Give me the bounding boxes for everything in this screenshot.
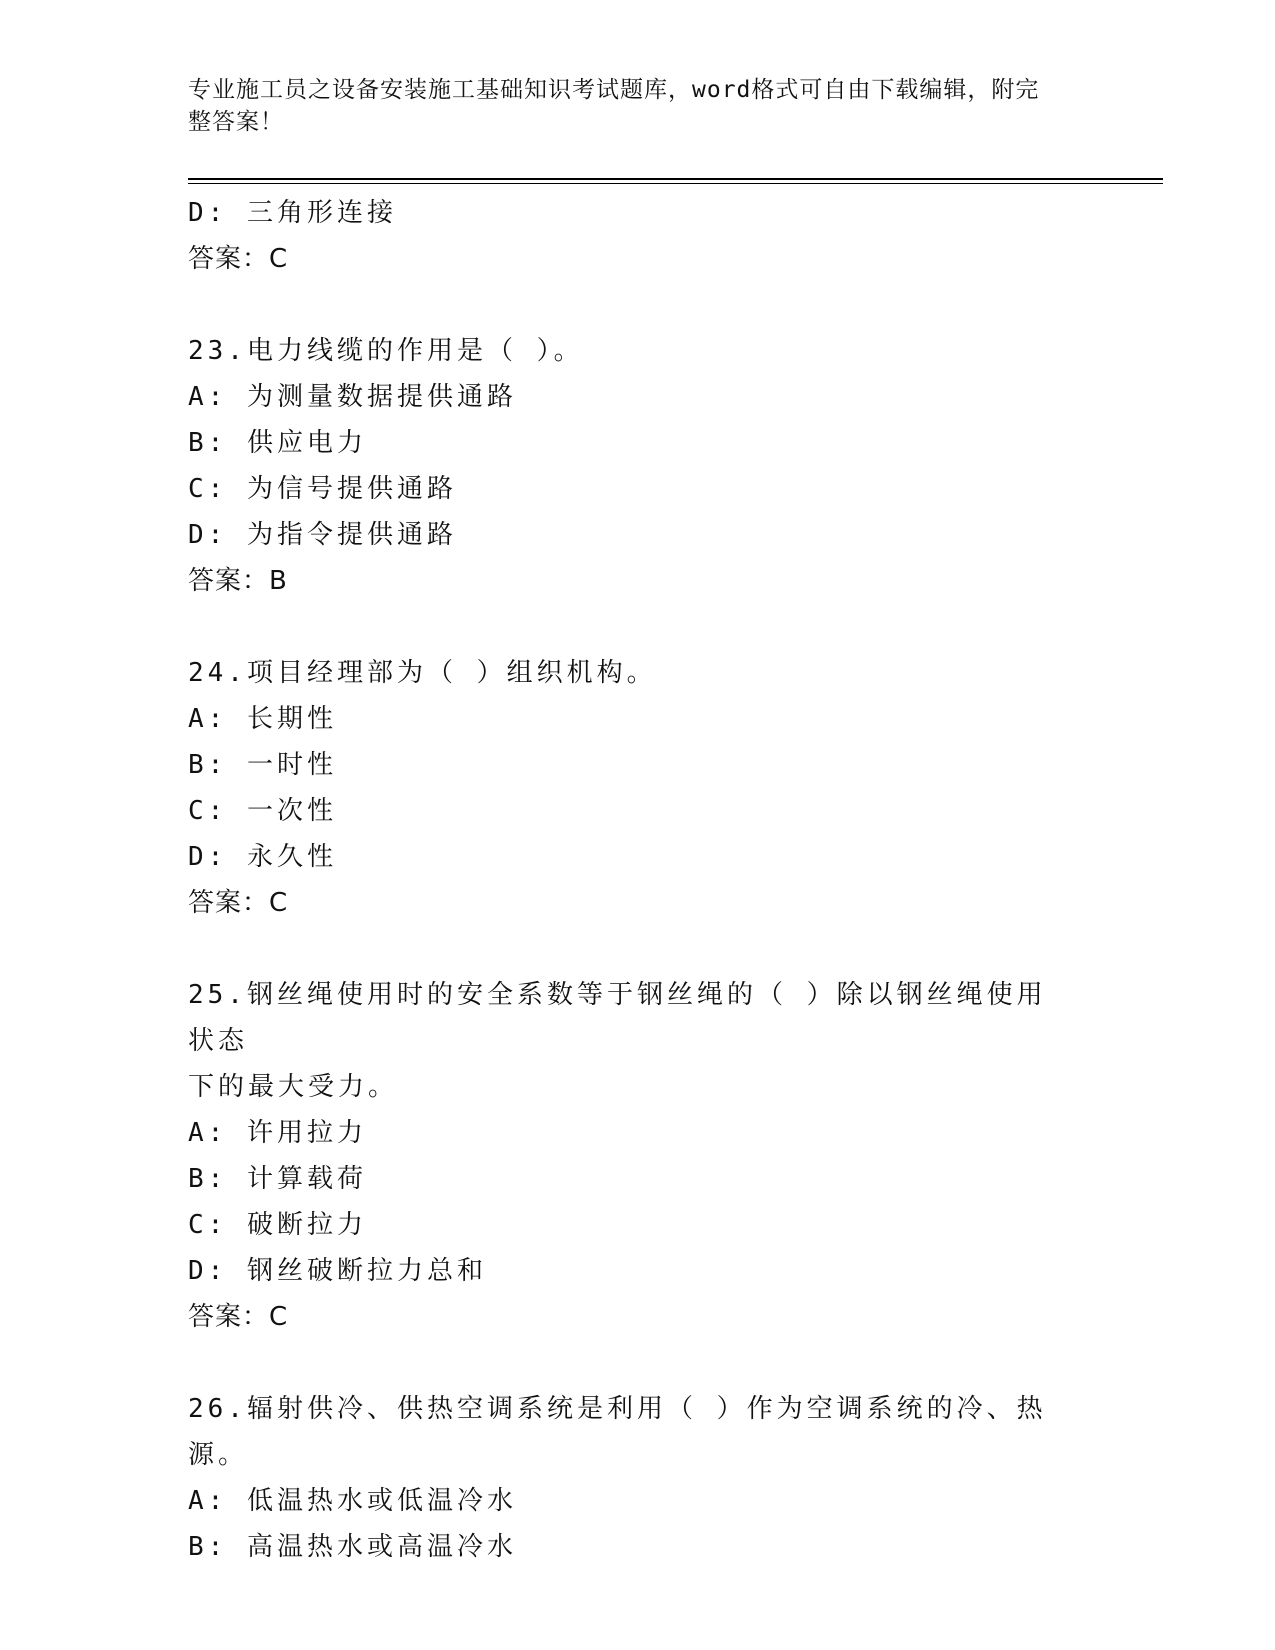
option-b: B: 计算载荷 (188, 1164, 367, 1194)
carryover-question (188, 190, 1088, 282)
option-a: A: 长期性 (188, 704, 337, 734)
question-stem: 26.辐射供冷、供热空调系统是利用（ ）作为空调系统的冷、热源。 (188, 1394, 1047, 1470)
option-a: A: 低温热水或低温冷水 (188, 1486, 517, 1516)
answer-line: 答案：C (188, 888, 289, 918)
header-title-line-2: 整答案！ (188, 109, 284, 135)
answer-line: 答案：C (188, 244, 289, 274)
question-23 (188, 328, 1088, 604)
option-c: C: 一次性 (188, 796, 337, 826)
question-stem: 23.电力线缆的作用是（ ）。 (188, 336, 584, 366)
option-d: D: 永久性 (188, 842, 337, 872)
document-header (188, 74, 1068, 138)
question-26 (188, 1386, 1088, 1570)
question-stem-line-2: 下的最大受力。 (188, 1072, 399, 1102)
option-d: D: 为指令提供通路 (188, 520, 457, 550)
question-stem-line-1: 25.钢丝绳使用时的安全系数等于钢丝绳的（ ）除以钢丝绳使用状态 (188, 980, 1047, 1056)
option-a: A: 许用拉力 (188, 1118, 367, 1148)
option-d: D: 钢丝破断拉力总和 (188, 1256, 487, 1286)
option-c: C: 破断拉力 (188, 1210, 367, 1240)
question-25 (188, 972, 1088, 1340)
answer-line: 答案：C (188, 1302, 289, 1332)
option-b: B: 一时性 (188, 750, 337, 780)
option-b: B: 供应电力 (188, 428, 367, 458)
option-c: C: 为信号提供通路 (188, 474, 457, 504)
header-title-line-1: 专业施工员之设备安装施工基础知识考试题库，word格式可自由下载编辑，附完 (188, 77, 1040, 103)
answer-line: 答案：B (188, 566, 288, 596)
option-a: A: 为测量数据提供通路 (188, 382, 517, 412)
header-divider-thick (188, 178, 1163, 180)
option-b: B: 高温热水或高温冷水 (188, 1532, 517, 1562)
question-stem: 24.项目经理部为（ ）组织机构。 (188, 658, 657, 688)
header-divider-thin (188, 183, 1163, 184)
question-24 (188, 650, 1088, 926)
question-content (188, 190, 1088, 1570)
option-d: D: 三角形连接 (188, 198, 397, 228)
